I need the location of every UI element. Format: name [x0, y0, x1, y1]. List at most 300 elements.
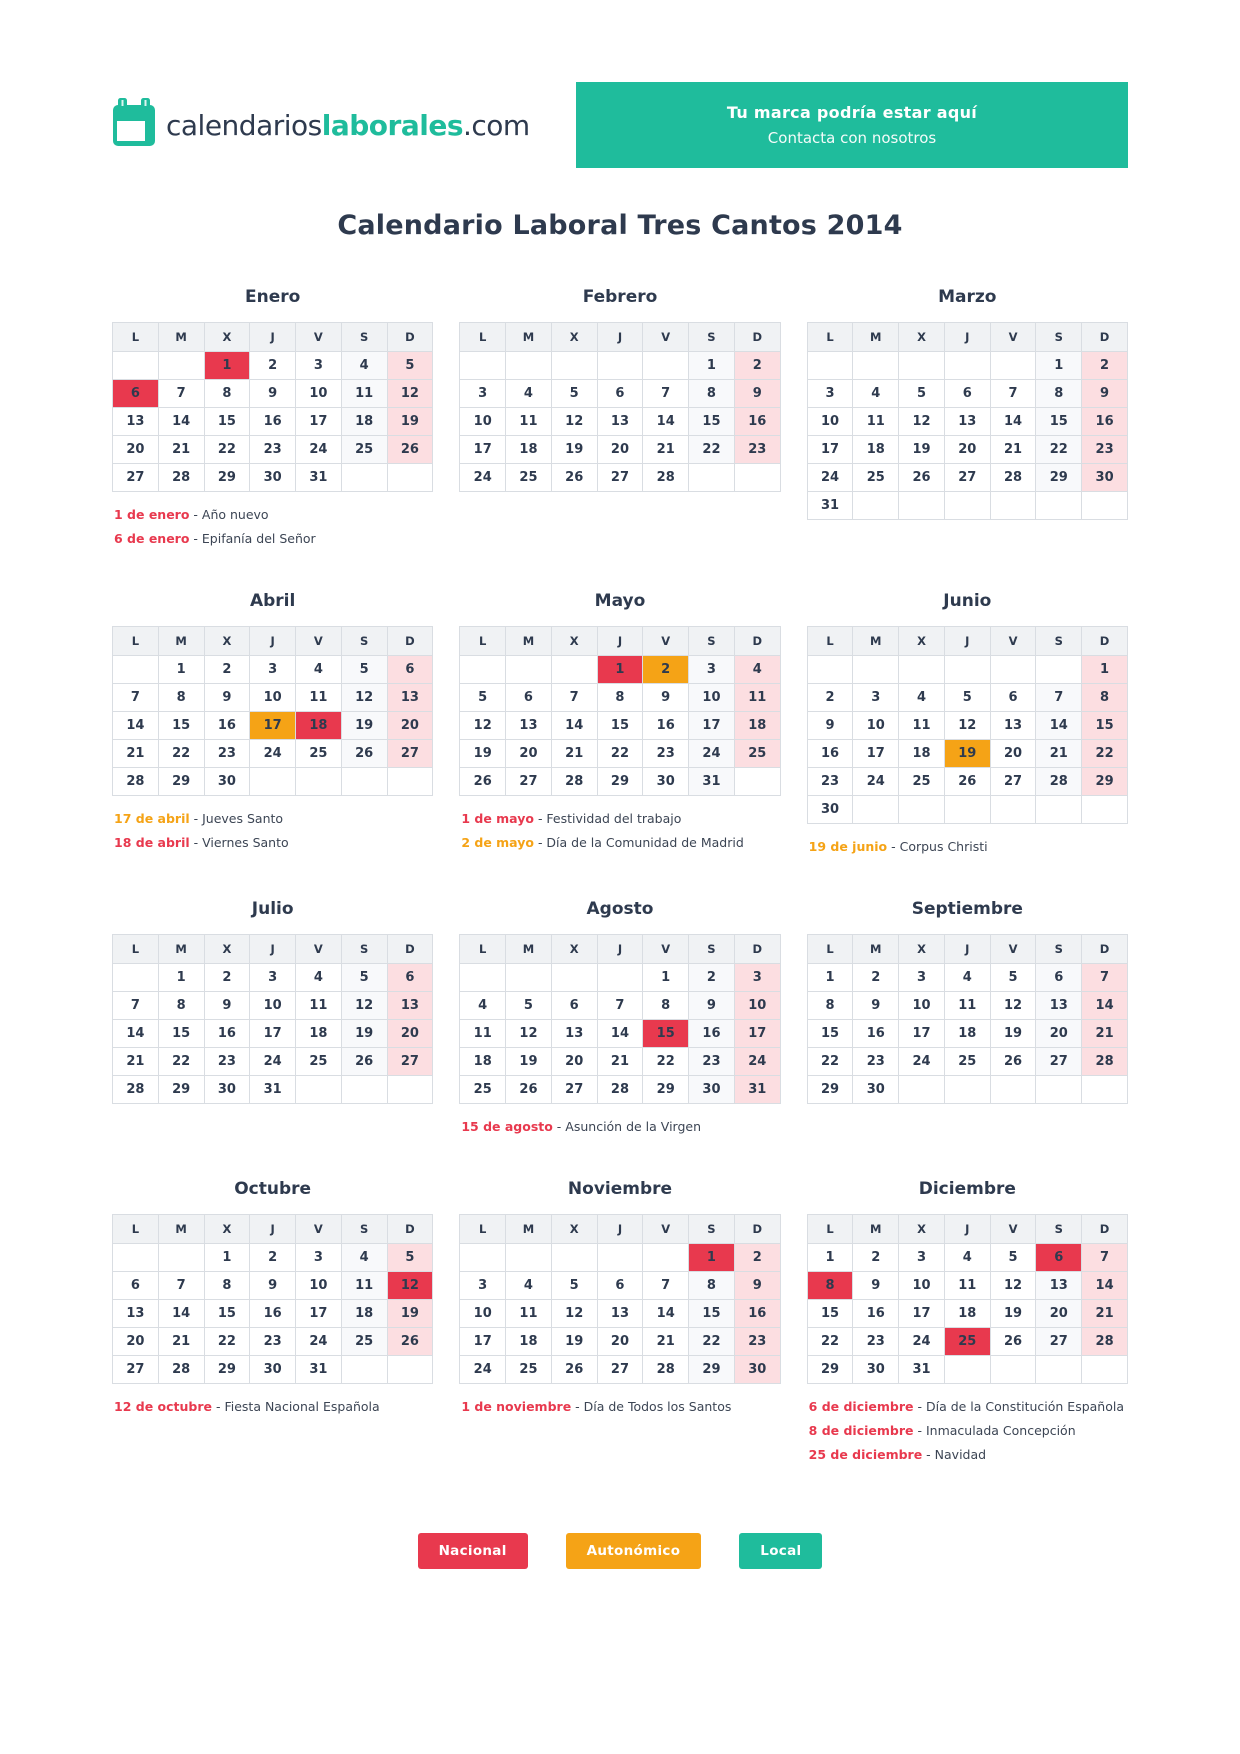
week-row — [460, 1048, 780, 1076]
day-cell: 30 — [250, 1356, 296, 1384]
day-cell: 3 — [296, 352, 342, 380]
day-cell: 6 — [1036, 964, 1082, 992]
day-cell: 15 — [689, 1300, 735, 1328]
weekday-header-row — [460, 323, 780, 352]
day-cell: 10 — [853, 712, 899, 740]
day-cell: 5 — [990, 1244, 1036, 1272]
empty-cell — [853, 796, 899, 824]
weekday-header: J — [250, 627, 296, 656]
day-cell: 19 — [899, 436, 945, 464]
holiday-note: 1 de enero - Año nuevo — [114, 507, 269, 522]
empty-cell — [296, 1076, 342, 1104]
week-row — [807, 1356, 1127, 1384]
day-cell: 20 — [506, 740, 552, 768]
weekday-header: D — [387, 323, 433, 352]
day-cell: 31 — [899, 1356, 945, 1384]
day-cell: 15 — [807, 1300, 853, 1328]
page-title: Calendario Laboral Tres Cantos 2014 — [337, 210, 903, 241]
legend-national: Nacional — [418, 1533, 528, 1569]
legend — [112, 1533, 1128, 1569]
day-cell: 28 — [643, 1356, 689, 1384]
week-row — [113, 464, 433, 492]
day-cell: 13 — [1036, 992, 1082, 1020]
month-table — [807, 934, 1128, 1104]
day-cell: 11 — [944, 992, 990, 1020]
day-cell: 10 — [689, 684, 735, 712]
weekday-header: M — [158, 1215, 204, 1244]
day-cell: 26 — [387, 1328, 433, 1356]
day-cell: 21 — [643, 436, 689, 464]
empty-cell — [387, 1356, 433, 1384]
empty-cell — [643, 1244, 689, 1272]
weekday-header: S — [1036, 1215, 1082, 1244]
day-cell: 16 — [643, 712, 689, 740]
weekday-header: L — [460, 935, 506, 964]
empty-cell — [944, 1356, 990, 1384]
empty-cell — [387, 768, 433, 796]
weekday-header: S — [689, 935, 735, 964]
day-cell: 19 — [387, 1300, 433, 1328]
day-cell: 27 — [551, 1076, 597, 1104]
day-cell: 4 — [341, 1244, 387, 1272]
month-mayo — [459, 591, 780, 859]
day-cell: 2 — [1082, 352, 1128, 380]
holiday-cell: 6 — [113, 380, 159, 408]
day-cell: 26 — [460, 768, 506, 796]
week-row — [113, 712, 433, 740]
holiday-cell: 2 — [643, 656, 689, 684]
weekday-header: J — [250, 323, 296, 352]
day-cell: 7 — [1082, 1244, 1128, 1272]
day-cell: 9 — [689, 992, 735, 1020]
day-cell: 31 — [689, 768, 735, 796]
holiday-cell: 12 — [387, 1272, 433, 1300]
week-row — [807, 464, 1127, 492]
day-cell: 17 — [689, 712, 735, 740]
day-cell: 9 — [643, 684, 689, 712]
day-cell: 13 — [1036, 1272, 1082, 1300]
day-cell: 6 — [387, 656, 433, 684]
day-cell: 22 — [807, 1048, 853, 1076]
day-cell: 11 — [734, 684, 780, 712]
day-cell: 16 — [853, 1020, 899, 1048]
month-title: Julio — [251, 899, 294, 919]
day-cell: 8 — [204, 380, 250, 408]
day-cell: 4 — [853, 380, 899, 408]
day-cell: 15 — [597, 712, 643, 740]
empty-cell — [853, 492, 899, 520]
empty-cell — [158, 1244, 204, 1272]
day-cell: 28 — [158, 464, 204, 492]
holiday-note-date: 6 de diciembre — [808, 1399, 914, 1414]
holiday-notes — [114, 811, 433, 850]
week-row — [807, 712, 1127, 740]
empty-cell — [460, 1244, 506, 1272]
day-cell: 8 — [158, 684, 204, 712]
weekday-header: D — [1082, 935, 1128, 964]
day-cell: 25 — [296, 1048, 342, 1076]
month-agosto — [459, 899, 780, 1143]
month-diciembre — [807, 1179, 1128, 1471]
holiday-note: 15 de agosto - Asunción de la Virgen — [461, 1119, 702, 1134]
day-cell: 14 — [551, 712, 597, 740]
legend-autonomic: Autonómico — [566, 1533, 702, 1569]
day-cell: 17 — [734, 1020, 780, 1048]
day-cell: 5 — [899, 380, 945, 408]
weekday-header: D — [734, 1215, 780, 1244]
day-cell: 20 — [113, 436, 159, 464]
month-table — [112, 626, 433, 796]
day-cell: 17 — [807, 436, 853, 464]
day-cell: 30 — [250, 464, 296, 492]
day-cell: 4 — [944, 964, 990, 992]
holiday-note: 1 de mayo - Festividad del trabajo — [461, 811, 682, 826]
weekday-header: M — [506, 1215, 552, 1244]
weekday-header: X — [551, 323, 597, 352]
day-cell: 1 — [643, 964, 689, 992]
day-cell: 2 — [853, 964, 899, 992]
weekday-header: S — [1036, 323, 1082, 352]
month-febrero — [459, 287, 780, 492]
week-row — [113, 964, 433, 992]
empty-cell — [597, 352, 643, 380]
day-cell: 22 — [158, 1048, 204, 1076]
day-cell: 13 — [387, 992, 433, 1020]
empty-cell — [1036, 1076, 1082, 1104]
week-row — [807, 380, 1127, 408]
day-cell: 18 — [341, 408, 387, 436]
day-cell: 20 — [387, 712, 433, 740]
day-cell: 26 — [341, 1048, 387, 1076]
day-cell: 4 — [899, 684, 945, 712]
empty-cell — [853, 656, 899, 684]
week-row — [113, 408, 433, 436]
day-cell: 22 — [1036, 436, 1082, 464]
week-row — [807, 768, 1127, 796]
week-row — [113, 1048, 433, 1076]
day-cell: 7 — [158, 380, 204, 408]
day-cell: 26 — [506, 1076, 552, 1104]
empty-cell — [1036, 492, 1082, 520]
day-cell: 21 — [1082, 1300, 1128, 1328]
weekday-header: S — [341, 1215, 387, 1244]
week-row — [807, 492, 1127, 520]
day-cell: 27 — [990, 768, 1036, 796]
weekday-header: X — [899, 627, 945, 656]
weekday-header: M — [158, 323, 204, 352]
week-row — [807, 684, 1127, 712]
day-cell: 9 — [1082, 380, 1128, 408]
day-cell: 5 — [341, 656, 387, 684]
day-cell: 30 — [807, 796, 853, 824]
day-cell: 20 — [551, 1048, 597, 1076]
day-cell: 25 — [944, 1048, 990, 1076]
week-row — [807, 796, 1127, 824]
holiday-cell: 8 — [807, 1272, 853, 1300]
weekday-header: J — [944, 323, 990, 352]
day-cell: 20 — [1036, 1300, 1082, 1328]
day-cell: 11 — [944, 1272, 990, 1300]
week-row — [807, 1300, 1127, 1328]
logo-text — [166, 109, 530, 142]
empty-cell — [113, 656, 159, 684]
day-cell: 14 — [990, 408, 1036, 436]
weekday-header: L — [113, 935, 159, 964]
day-cell: 15 — [689, 408, 735, 436]
weekday-header: J — [944, 1215, 990, 1244]
day-cell: 15 — [1036, 408, 1082, 436]
empty-cell — [734, 464, 780, 492]
empty-cell — [158, 352, 204, 380]
week-row — [113, 684, 433, 712]
day-cell: 9 — [853, 992, 899, 1020]
day-cell: 2 — [807, 684, 853, 712]
empty-cell — [899, 352, 945, 380]
week-row — [460, 464, 780, 492]
week-row — [113, 380, 433, 408]
weekday-header: L — [460, 323, 506, 352]
empty-cell — [807, 352, 853, 380]
weekday-header: J — [597, 627, 643, 656]
month-title: Agosto — [586, 899, 654, 919]
day-cell: 19 — [460, 740, 506, 768]
holiday-cell: 1 — [204, 352, 250, 380]
weekday-header: D — [387, 935, 433, 964]
week-row — [460, 656, 780, 684]
day-cell: 25 — [506, 1356, 552, 1384]
empty-cell — [944, 796, 990, 824]
holiday-note-date: 17 de abril — [114, 811, 190, 826]
weekday-header-row — [113, 1215, 433, 1244]
day-cell: 4 — [341, 352, 387, 380]
day-cell: 8 — [689, 380, 735, 408]
day-cell: 28 — [158, 1356, 204, 1384]
weekday-header: V — [643, 627, 689, 656]
empty-cell — [990, 352, 1036, 380]
week-row — [113, 1328, 433, 1356]
month-junio — [807, 591, 1128, 863]
holiday-note-date: 8 de diciembre — [808, 1423, 914, 1438]
holiday-note: 8 de diciembre - Inmaculada Concepción — [808, 1423, 1076, 1438]
day-cell: 23 — [689, 1048, 735, 1076]
week-row — [460, 712, 780, 740]
week-row — [113, 656, 433, 684]
day-cell: 9 — [807, 712, 853, 740]
week-row — [807, 1328, 1127, 1356]
day-cell: 27 — [387, 740, 433, 768]
weekday-header: M — [853, 627, 899, 656]
holiday-note-date: 12 de octubre — [114, 1399, 212, 1414]
logo-text-calendarios: calendarios — [166, 108, 322, 142]
week-row — [807, 352, 1127, 380]
week-row — [460, 380, 780, 408]
weekday-header-row — [460, 1215, 780, 1244]
day-cell: 2 — [853, 1244, 899, 1272]
day-cell: 5 — [551, 1272, 597, 1300]
day-cell: 30 — [643, 768, 689, 796]
day-cell: 2 — [250, 352, 296, 380]
day-cell: 6 — [551, 992, 597, 1020]
day-cell: 26 — [387, 436, 433, 464]
holiday-cell: 19 — [944, 740, 990, 768]
day-cell: 24 — [734, 1048, 780, 1076]
day-cell: 20 — [990, 740, 1036, 768]
empty-cell — [899, 656, 945, 684]
day-cell: 5 — [341, 964, 387, 992]
day-cell: 4 — [296, 656, 342, 684]
banner-contact-link[interactable]: Contacta con nosotros — [767, 129, 937, 147]
day-cell: 19 — [990, 1020, 1036, 1048]
holiday-notes — [461, 811, 780, 850]
empty-cell — [1082, 492, 1128, 520]
day-cell: 6 — [506, 684, 552, 712]
holiday-note: 18 de abril - Viernes Santo — [114, 835, 289, 850]
day-cell: 19 — [341, 1020, 387, 1048]
weekday-header-row — [113, 935, 433, 964]
day-cell: 11 — [341, 1272, 387, 1300]
day-cell: 12 — [990, 1272, 1036, 1300]
weekday-header: V — [990, 935, 1036, 964]
empty-cell — [551, 964, 597, 992]
day-cell: 28 — [643, 464, 689, 492]
day-cell: 28 — [113, 1076, 159, 1104]
week-row — [113, 992, 433, 1020]
week-row — [113, 1356, 433, 1384]
week-row — [807, 964, 1127, 992]
empty-cell — [341, 464, 387, 492]
weekday-header: V — [643, 323, 689, 352]
holiday-note: 6 de diciembre - Día de la Constitución Española — [808, 1399, 1125, 1414]
holiday-note-date: 15 de agosto — [461, 1119, 553, 1134]
empty-cell — [113, 352, 159, 380]
day-cell: 28 — [551, 768, 597, 796]
day-cell: 24 — [899, 1048, 945, 1076]
day-cell: 12 — [506, 1020, 552, 1048]
empty-cell — [944, 1076, 990, 1104]
holiday-note-date: 2 de mayo — [461, 835, 534, 850]
month-table — [112, 934, 433, 1104]
day-cell: 2 — [734, 352, 780, 380]
holiday-notes — [114, 507, 433, 546]
day-cell: 20 — [113, 1328, 159, 1356]
empty-cell — [944, 656, 990, 684]
day-cell: 16 — [204, 712, 250, 740]
day-cell: 14 — [643, 1300, 689, 1328]
day-cell: 28 — [113, 768, 159, 796]
week-row — [460, 740, 780, 768]
day-cell: 23 — [250, 436, 296, 464]
day-cell: 6 — [113, 1272, 159, 1300]
day-cell: 10 — [899, 1272, 945, 1300]
day-cell: 3 — [250, 656, 296, 684]
day-cell: 21 — [551, 740, 597, 768]
weekday-header: X — [899, 1215, 945, 1244]
day-cell: 27 — [944, 464, 990, 492]
day-cell: 10 — [296, 380, 342, 408]
day-cell: 29 — [158, 768, 204, 796]
day-cell: 16 — [734, 1300, 780, 1328]
weekday-header: D — [1082, 323, 1128, 352]
day-cell: 12 — [551, 408, 597, 436]
weekday-header: M — [853, 1215, 899, 1244]
weekday-header: D — [734, 323, 780, 352]
ad-banner[interactable] — [576, 82, 1128, 168]
holiday-cell: 6 — [1036, 1244, 1082, 1272]
day-cell: 4 — [506, 1272, 552, 1300]
day-cell: 16 — [689, 1020, 735, 1048]
day-cell: 21 — [158, 1328, 204, 1356]
week-row — [807, 740, 1127, 768]
day-cell: 12 — [460, 712, 506, 740]
weekday-header: S — [341, 627, 387, 656]
week-row — [807, 1076, 1127, 1104]
weekday-header: D — [734, 935, 780, 964]
day-cell: 27 — [597, 464, 643, 492]
weekday-header: V — [643, 1215, 689, 1244]
month-table — [112, 1214, 433, 1384]
weekday-header: J — [597, 935, 643, 964]
empty-cell — [296, 768, 342, 796]
day-cell: 14 — [1082, 992, 1128, 1020]
day-cell: 24 — [807, 464, 853, 492]
day-cell: 24 — [460, 1356, 506, 1384]
weekday-header: J — [250, 935, 296, 964]
day-cell: 30 — [853, 1076, 899, 1104]
empty-cell — [990, 492, 1036, 520]
holiday-cell: 1 — [689, 1244, 735, 1272]
month-title: Junio — [943, 591, 992, 611]
day-cell: 3 — [899, 964, 945, 992]
week-row — [460, 684, 780, 712]
weekday-header: J — [944, 627, 990, 656]
empty-cell — [853, 352, 899, 380]
day-cell: 8 — [643, 992, 689, 1020]
day-cell: 9 — [204, 992, 250, 1020]
site-logo[interactable] — [112, 98, 530, 152]
weekday-header: J — [597, 1215, 643, 1244]
month-title: Marzo — [938, 287, 997, 307]
weekday-header: V — [643, 935, 689, 964]
day-cell: 5 — [460, 684, 506, 712]
weekday-header: L — [113, 1215, 159, 1244]
day-cell: 30 — [204, 768, 250, 796]
weekday-header: X — [204, 627, 250, 656]
empty-cell — [1036, 1356, 1082, 1384]
weekday-header: J — [944, 935, 990, 964]
week-row — [807, 1020, 1127, 1048]
month-table — [807, 1214, 1128, 1384]
day-cell: 8 — [1036, 380, 1082, 408]
holiday-note-date: 1 de mayo — [461, 811, 534, 826]
day-cell: 7 — [597, 992, 643, 1020]
banner-headline: Tu marca podría estar aquí — [726, 103, 978, 122]
empty-cell — [341, 1076, 387, 1104]
day-cell: 4 — [506, 380, 552, 408]
weekday-header: M — [158, 935, 204, 964]
weekday-header: S — [1036, 627, 1082, 656]
day-cell: 31 — [807, 492, 853, 520]
holiday-note: 12 de octubre - Fiesta Nacional Española — [114, 1399, 380, 1414]
day-cell: 6 — [597, 1272, 643, 1300]
month-septiembre — [807, 899, 1128, 1104]
month-marzo — [807, 287, 1128, 520]
empty-cell — [597, 1244, 643, 1272]
day-cell: 1 — [807, 1244, 853, 1272]
weekday-header: X — [899, 323, 945, 352]
day-cell: 20 — [597, 436, 643, 464]
day-cell: 11 — [296, 684, 342, 712]
day-cell: 10 — [460, 408, 506, 436]
